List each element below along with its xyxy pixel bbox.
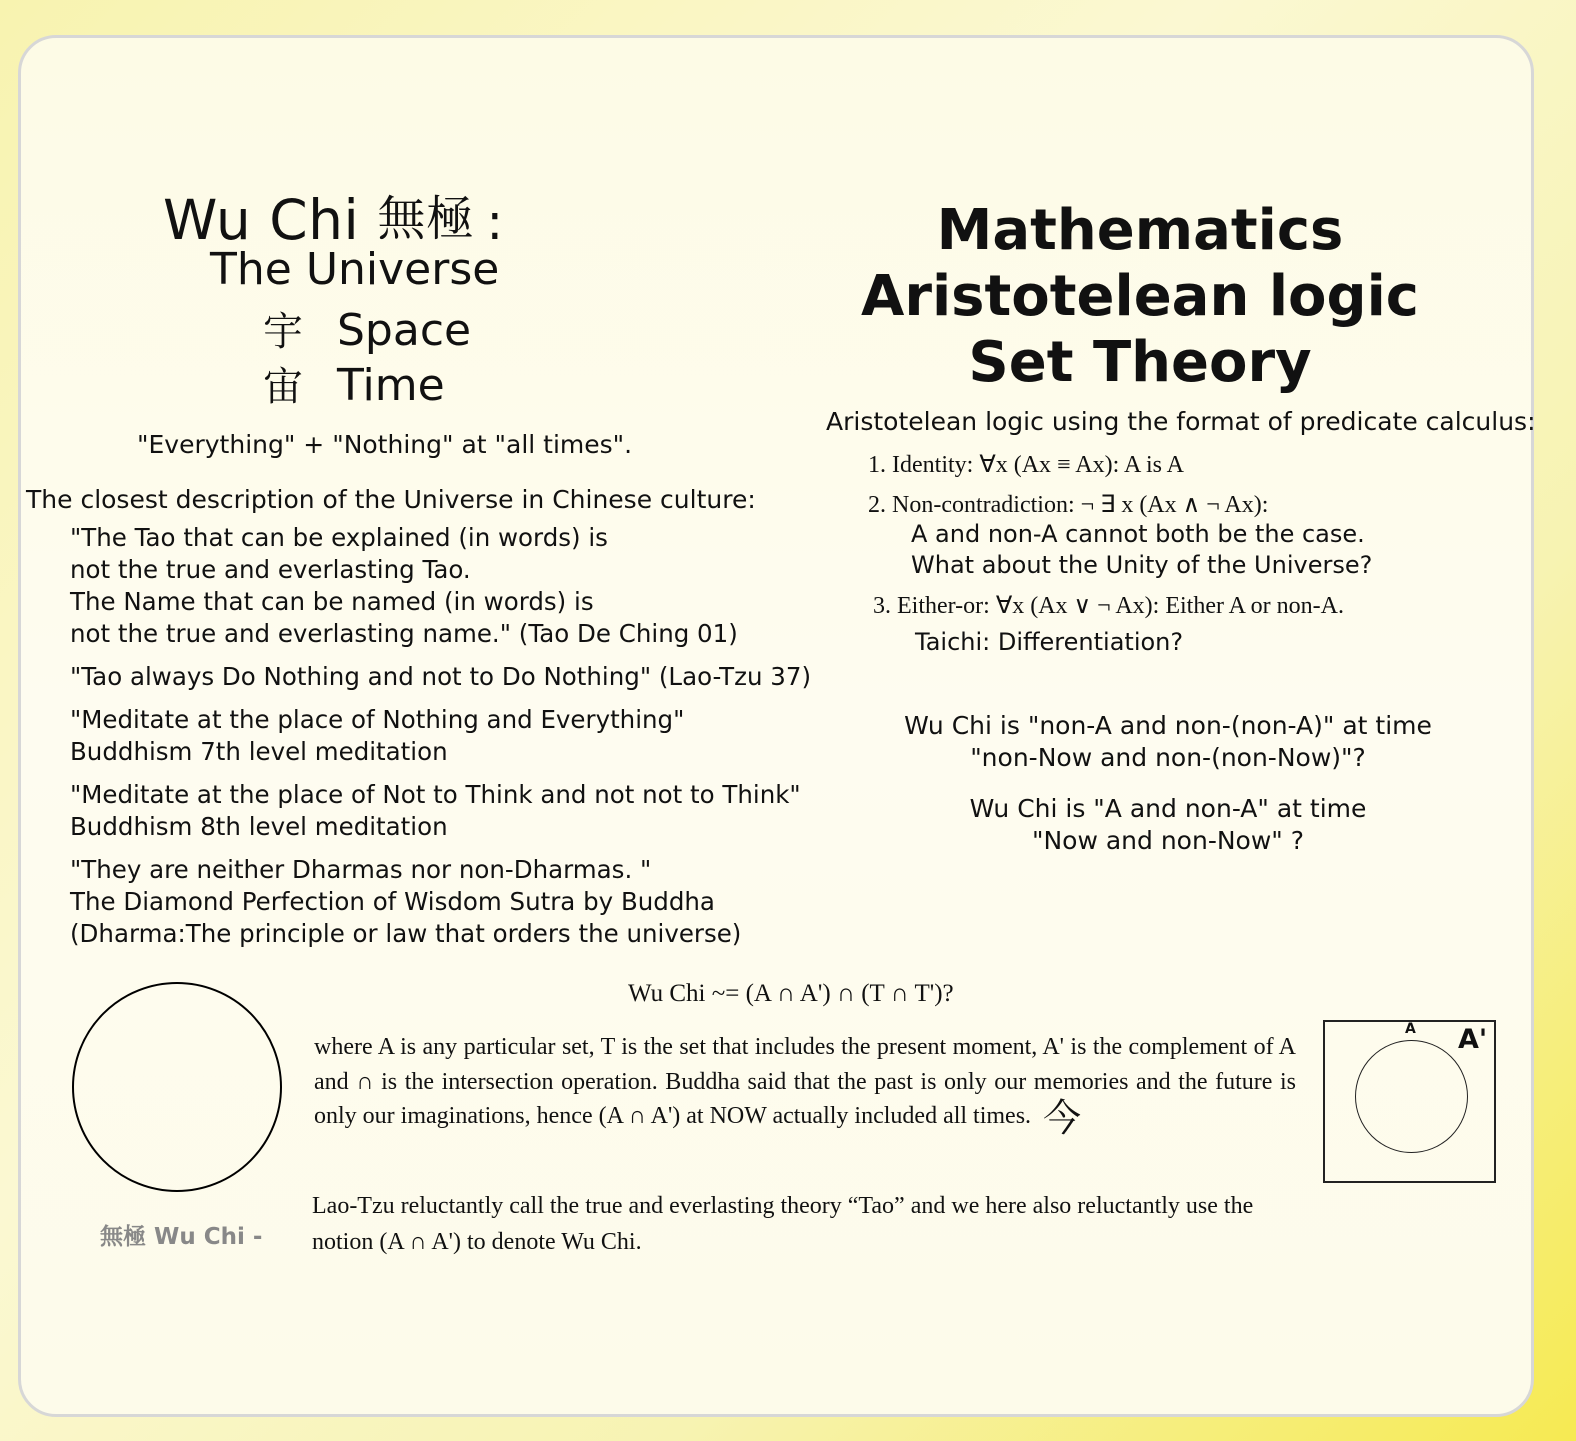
time-heading (263, 355, 445, 412)
quote-7th-level (70, 704, 811, 768)
wu-chi-formula: Wu Chi ~= (A ∩ A') ∩ (T ∩ T')? (628, 980, 954, 1007)
venn-label-a: A (1405, 1021, 1416, 1037)
closest-description-line: The closest description of the Universe in Chinese culture: (26, 485, 756, 514)
quote-diamond-sutra (70, 854, 811, 950)
set-explanation-paragraph (314, 1030, 1296, 1140)
wu-chi-question-2 (820, 793, 1516, 857)
quote-line: Buddhism 8th level meditation (70, 812, 448, 841)
predicate-calculus-line: Aristotelean logic using the format of predicate calculus: (826, 407, 1536, 436)
everything-nothing-line: "Everything" + "Nothing" at "all times". (137, 430, 633, 459)
rule-either-or: 3. Either-or: ∀x (Ax ∨ ¬ Ax): Either A or non-A. (873, 593, 1344, 619)
wu-chi-question-1 (820, 710, 1516, 774)
quote-line: "The Tao that can be explained (in words) is (70, 523, 608, 552)
wu-chi-question-2-line-b: "Now and non-Now" ? (1031, 826, 1305, 855)
quote-line: Buddhism 7th level meditation (70, 737, 448, 766)
space-label: Space (337, 305, 472, 356)
quote-line: not the true and everlasting name." (Tao De Ching 01) (70, 619, 738, 648)
wu-chi-title-text: Wu Chi (163, 188, 360, 252)
title-line-mathematics: Mathematics (936, 198, 1344, 263)
venn-label-a-prime: A' (1458, 1024, 1488, 1055)
wu-chi-question-1-line-b: "non-Now and non-(non-Now)"? (970, 743, 1366, 772)
quote-line: "Meditate at the place of Nothing and Everything" (70, 705, 685, 734)
quote-line: The Name that can be named (in words) is (70, 587, 594, 616)
quote-line: not the true and everlasting Tao. (70, 555, 471, 584)
title-line-aristotelean: Aristotelean logic (861, 264, 1419, 329)
quotes-block (70, 522, 811, 961)
space-cjk: 宇 (263, 309, 303, 355)
quote-tao-de-ching (70, 522, 811, 650)
taichi-line: Taichi: Differentiation? (915, 628, 1184, 656)
wu-chi-circle (72, 982, 282, 1192)
quote-line: "Meditate at the place of Not to Think and not not to Think" (70, 780, 801, 809)
quote-8th-level (70, 779, 811, 843)
set-explanation-text: where A is any particular set, T is the set that includes the present moment, A' is the complement of A and ∩ is the intersection operation. Buddha said that the past is only our memories and the future is only our imaginations, hence (A ∩ A') at NOW actually included all times. (314, 1034, 1296, 1129)
venn-diagram (1323, 1020, 1496, 1183)
title-line-set-theory: Set Theory (968, 330, 1312, 395)
rule-identity: 1. Identity: ∀x (Ax ≡ Ax): A is A (868, 452, 1184, 478)
quote-lao-tzu (70, 661, 811, 693)
mathematics-title (820, 198, 1460, 396)
wu-chi-title-colon: : (486, 193, 504, 251)
universe-heading: The Universe (210, 244, 500, 295)
quote-line: "Tao always Do Nothing and not to Do Nothing" (Lao-Tzu 37) (70, 662, 812, 691)
venn-set-a-circle (1355, 1040, 1468, 1153)
rule-non-contradiction-note-a: A and non-A cannot both be the case. (911, 520, 1365, 548)
rule-non-contradiction: 2. Non-contradiction: ¬ ∃ x (Ax ∧ ¬ Ax): (868, 492, 1269, 518)
wu-chi-question-1-line-a: Wu Chi is "non-A and non-(non-A)" at time (904, 711, 1432, 740)
quote-line: "They are neither Dharmas nor non-Dharmas. " (70, 855, 652, 884)
time-label: Time (337, 360, 445, 411)
rule-non-contradiction-note-b: What about the Unity of the Universe? (911, 551, 1373, 579)
wu-chi-title (163, 180, 504, 252)
quote-line: (Dharma:The principle or law that orders the universe) (70, 919, 742, 948)
time-cjk: 宙 (263, 364, 303, 410)
wu-chi-question-2-line-a: Wu Chi is "A and non-A" at time (969, 794, 1367, 823)
lao-tzu-paragraph: Lao-Tzu reluctantly call the true and everlasting theory “Tao” and we here also reluctantly use the notion (A ∩ A') to denote Wu Chi. (312, 1193, 1254, 1255)
jin-character: 今 (1043, 1096, 1082, 1140)
space-heading (263, 300, 471, 357)
quote-line: The Diamond Perfection of Wisdom Sutra by Buddha (70, 887, 715, 916)
wu-chi-title-cjk: 無極 (377, 191, 475, 247)
wu-chi-circle-caption: 無極 Wu Chi - (100, 1224, 263, 1250)
